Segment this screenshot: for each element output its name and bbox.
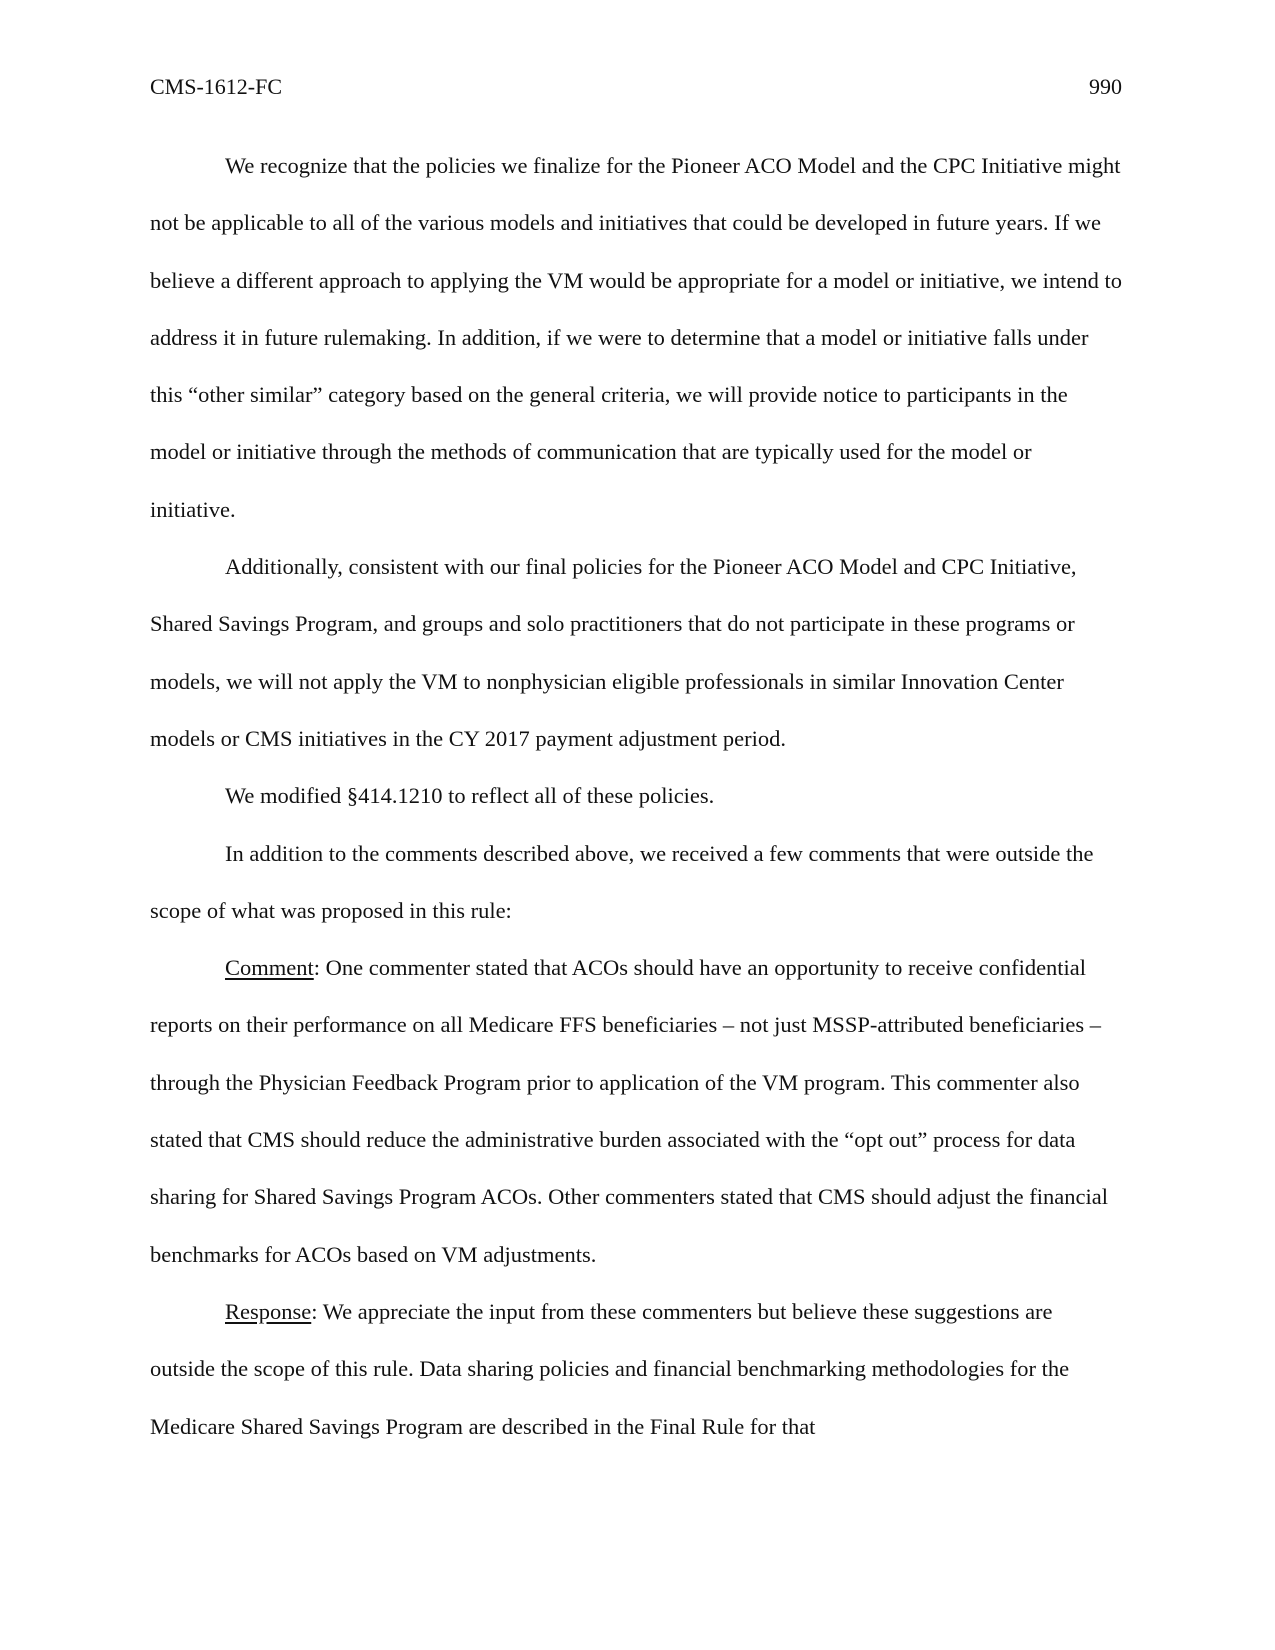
document-body xyxy=(150,137,1122,1455)
paragraph-comment xyxy=(150,939,1122,1283)
document-id: CMS-1612-FC xyxy=(150,74,283,99)
paragraph-nonphysician-policy: Additionally, consistent with our final policies for the Pioneer ACO Model and CPC Initiative, Shared Savings Program, and groups and solo practitioners that do not participate in these programs or models, we will not apply the VM to nonphysician eligible professionals in similar Innovation Center models or CMS initiatives in the CY 2017 payment adjustment period. xyxy=(150,554,1077,751)
response-text: : We appreciate the input from these commenters but believe these suggestions are outside the scope of this rule. Data sharing policies and financial benchmarking methodologies for the Medicare Shared Savings Program are described in the Final Rule for that xyxy=(150,1298,1070,1439)
comment-label: Comment xyxy=(225,955,314,981)
paragraph-out-of-scope-intro: In addition to the comments described above, we received a few comments that were outside the scope of what was proposed in this rule: xyxy=(150,840,1094,923)
response-label: Response xyxy=(225,1298,312,1324)
comment-text: : One commenter stated that ACOs should have an opportunity to receive confidential reports on their performance on all Medicare FFS beneficiaries – not just MSSP-attributed beneficiaries – through the Physician Feedback Program prior to application of the VM program. This commenter also stated that CMS should reduce the administrative burden associated with the “opt out” process for data sharing for Shared Savings Program ACOs. Other commenters stated that CMS should adjust the financial benchmarks for ACOs based on VM adjustments. xyxy=(150,955,1108,1267)
paragraph-response xyxy=(150,1283,1122,1455)
paragraph-regulation-modified: We modified §414.1210 to reflect all of these policies. xyxy=(225,783,715,809)
page-header xyxy=(150,72,1122,102)
page-number: 990 xyxy=(1089,74,1122,99)
paragraph-other-models: We recognize that the policies we finalize for the Pioneer ACO Model and the CPC Initiative might not be applicable to all of the various models and initiatives that could be developed in future years. If we believe a different approach to applying the VM would be appropriate for a model or initiative, we intend to address it in future rulemaking. In addition, if we were to determine that a model or initiative falls under this “other similar” category based on the general criteria, we will provide notice to participants in the model or initiative through the methods of communication that are typically used for the model or initiative. xyxy=(150,153,1122,522)
